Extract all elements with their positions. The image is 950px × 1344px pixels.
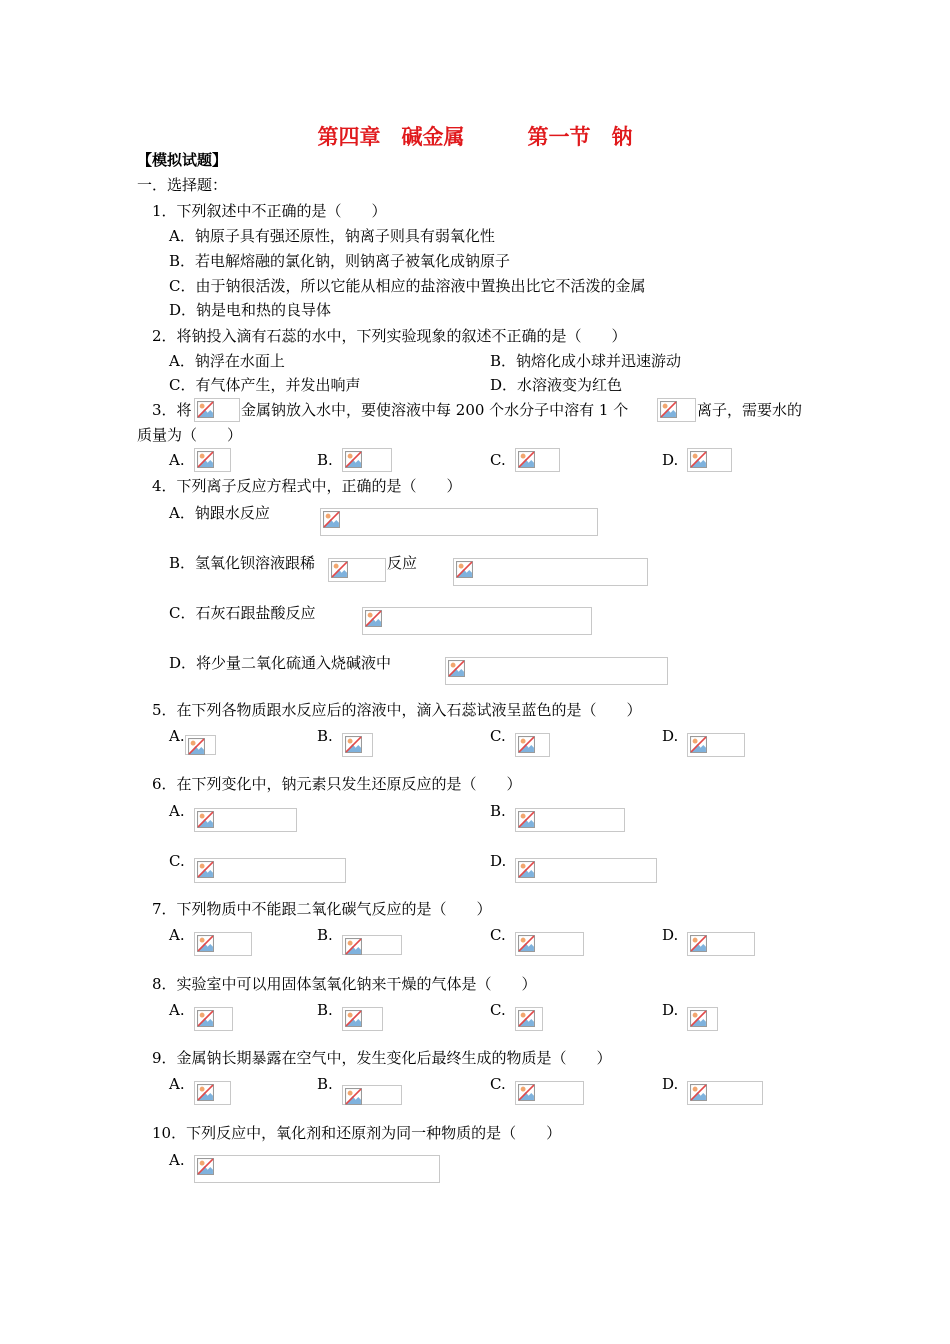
question-2-option-a: A．钠浮在水面上 [169,352,285,370]
question-4-option-a: A．钠跟水反应 [169,504,270,522]
formula-image [687,932,755,956]
option-a-label: A. [169,451,185,469]
formula-image [687,1081,763,1105]
option-d-label: D. [662,451,679,469]
formula-image [194,398,240,422]
option-c-label: C. [490,1001,506,1019]
section-heading: 【模拟试题】 [137,151,228,169]
question-6-stem: 6．在下列变化中，钠元素只发生还原反应的是（ ） [152,775,522,793]
formula-image [445,657,668,685]
option-a-label: A. [169,727,185,745]
formula-image [185,735,216,755]
option-c-label: C. [490,451,506,469]
option-d-label: D. [662,926,679,944]
option-d-label: D. [662,727,679,745]
part-heading: 一．选择题： [137,176,228,194]
option-b-label: B. [317,1075,333,1093]
option-c-label: C. [169,852,185,870]
formula-image [687,448,732,472]
formula-image [515,808,625,832]
formula-image [194,858,346,883]
formula-image [342,935,402,955]
question-10-stem: 10．下列反应中，氧化剂和还原剂为同一种物质的是（ ） [152,1124,562,1142]
formula-image [687,1007,718,1031]
option-b-label: B. [490,802,506,820]
formula-image [194,1081,231,1105]
formula-image [687,733,745,757]
option-b-label: B. [317,926,333,944]
question-4-stem: 4．下列离子反应方程式中，正确的是（ ） [152,477,462,495]
option-a-label: A. [169,1001,185,1019]
option-a-label: A. [169,926,185,944]
formula-image [194,448,231,472]
option-c-label: C. [490,1075,506,1093]
question-2-stem: 2．将钠投入滴有石蕊的水中，下列实验现象的叙述不正确的是（ ） [152,327,627,345]
question-9-stem: 9．金属钠长期暴露在空气中，发生变化后最终生成的物质是（ ） [152,1049,612,1067]
page-title: 第四章 碱金属 第一节 钠 [317,124,633,149]
option-d-label: D. [662,1001,679,1019]
question-2-option-d: D．水溶液变为红色 [490,376,623,394]
option-b-label: B. [317,451,333,469]
question-1-option-c: C．由于钠很活泼，所以它能从相应的盐溶液中置换出比它不活泼的金属 [169,277,646,295]
question-4-option-b-part2: 反应 [387,554,418,572]
formula-image [194,1007,233,1031]
formula-image [515,932,584,956]
formula-image [342,1085,402,1105]
formula-image [453,558,648,586]
question-3-stem-part3: 离子，需要水的 [697,401,803,419]
question-1-option-a: A．钠原子具有强还原性，钠离子则具有弱氧化性 [169,227,495,245]
option-c-label: C. [490,727,506,745]
option-b-label: B. [317,727,333,745]
option-a-label: A. [169,1151,185,1169]
formula-image [194,1155,440,1183]
formula-image [342,1007,383,1031]
question-4-option-b-part1: B．氢氧化钡溶液跟稀 [169,554,316,572]
formula-image [515,448,560,472]
question-4-option-d: D．将少量二氧化硫通入烧碱液中 [169,654,392,672]
formula-image [194,808,297,832]
question-1-option-d: D．钠是电和热的良导体 [169,301,332,319]
formula-image [515,1081,584,1105]
question-8-stem: 8．实验室中可以用固体氢氧化钠来干燥的气体是（ ） [152,975,537,993]
option-c-label: C. [490,926,506,944]
question-3-stem-part4: 质量为（ ） [137,426,243,444]
formula-image [362,607,592,635]
question-7-stem: 7．下列物质中不能跟二氧化碳气反应的是（ ） [152,900,492,918]
question-5-stem: 5．在下列各物质跟水反应后的溶液中，滴入石蕊试液呈蓝色的是（ ） [152,701,642,719]
formula-image [657,398,696,422]
formula-image [342,448,392,472]
formula-image [515,858,657,883]
option-a-label: A. [169,802,185,820]
formula-image [194,932,252,956]
formula-image [515,733,550,757]
question-1-option-b: B．若电解熔融的氯化钠，则钠离子被氧化成钠原子 [169,252,511,270]
question-3-stem-part2: 金属钠放入水中，要使溶液中每 200 个水分子中溶有 1 个 [241,401,629,419]
question-1-stem: 1．下列叙述中不正确的是（ ） [152,202,387,220]
formula-image [320,508,598,536]
formula-image [515,1007,543,1031]
formula-image [342,733,373,757]
question-2-option-c: C．有气体产生，并发出响声 [169,376,361,394]
option-a-label: A. [169,1075,185,1093]
option-b-label: B. [317,1001,333,1019]
formula-image [328,558,386,582]
option-d-label: D. [662,1075,679,1093]
question-2-option-b: B．钠熔化成小球并迅速游动 [490,352,682,370]
option-d-label: D. [490,852,507,870]
question-3-stem-part1: 3．将 [152,401,192,419]
question-4-option-c: C．石灰石跟盐酸反应 [169,604,316,622]
